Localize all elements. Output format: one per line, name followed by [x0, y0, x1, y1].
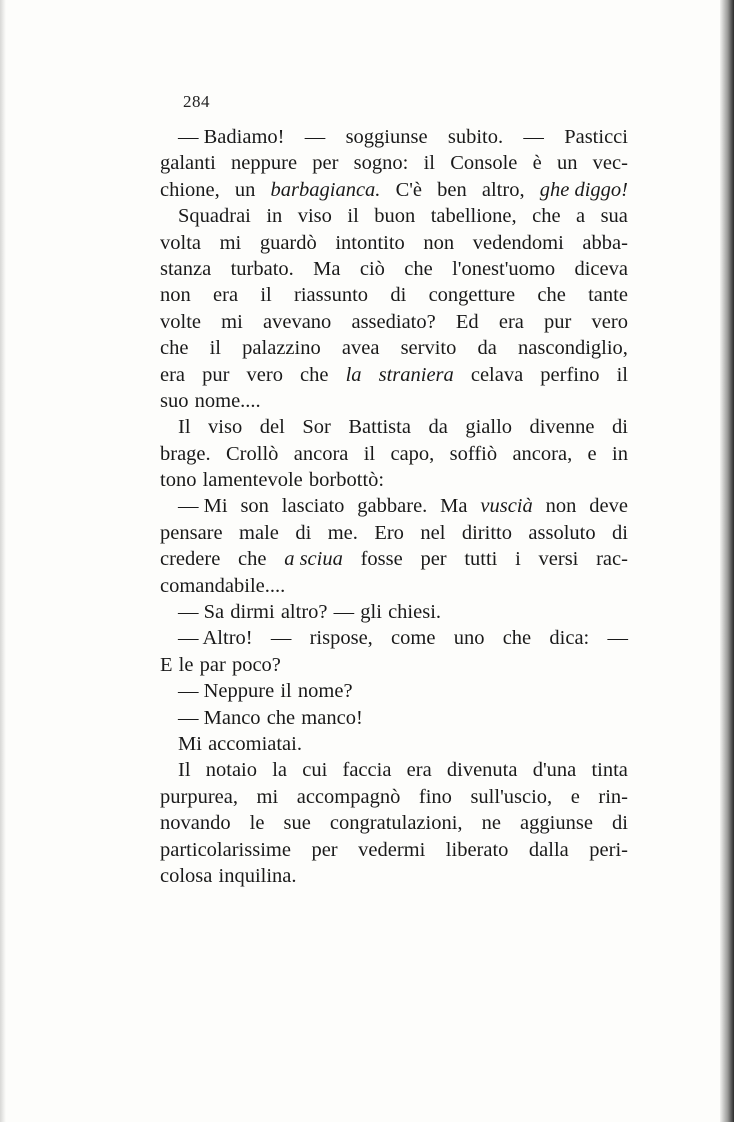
text-word: sue — [283, 812, 311, 835]
text-word: un — [234, 178, 256, 201]
text-word: avevano — [263, 310, 332, 333]
text-word: pur — [202, 363, 230, 386]
text-line — [160, 652, 628, 678]
text-word: come — [391, 627, 436, 650]
text-word: viso — [208, 416, 243, 439]
text-word: Mi — [178, 732, 202, 755]
text-word: sogno: — [353, 152, 409, 175]
text-word: giallo — [465, 416, 513, 439]
text-word: mi — [221, 310, 243, 333]
text-word: il — [280, 680, 292, 703]
text-word: barbagianca. — [270, 178, 381, 201]
text-word: borbottò: — [308, 469, 385, 492]
text-word: nel — [420, 521, 446, 544]
text-line — [160, 625, 628, 651]
text-word: pur — [544, 310, 572, 333]
text-word: diritto — [461, 521, 512, 544]
text-word: il — [260, 284, 272, 307]
text-word: il — [616, 363, 628, 386]
text-word: credere — [160, 548, 221, 571]
text-word: divenuta — [446, 759, 518, 782]
text-line — [160, 810, 628, 836]
text-word: perfino — [540, 363, 600, 386]
text-word: uno — [453, 627, 485, 650]
text-word: accompagnò — [296, 785, 401, 808]
text-word: C'è — [395, 178, 423, 201]
text-word: tinta — [591, 759, 628, 782]
text-word: nome.... — [194, 389, 261, 412]
text-word: gabbare. — [357, 495, 428, 518]
text-word: par — [199, 653, 226, 676]
text-word: d'una — [532, 759, 577, 782]
text-line — [160, 150, 628, 176]
text-word: non — [160, 284, 191, 307]
text-word: Ed — [455, 310, 479, 333]
text-word: di — [611, 416, 628, 439]
text-word: chiesi. — [388, 601, 442, 624]
text-word: lamentevole — [202, 469, 303, 492]
text-word: vedendomi — [472, 231, 564, 254]
text-word: — Sa — [178, 601, 225, 624]
text-word: rin- — [598, 785, 628, 808]
text-word: dirmi — [230, 601, 275, 624]
text-word: per — [311, 838, 338, 861]
text-line — [160, 282, 628, 308]
text-line — [160, 467, 628, 493]
text-word: che — [266, 706, 296, 729]
text-word: la — [272, 759, 288, 782]
text-word: fosse — [360, 548, 403, 571]
text-word: accomiatai. — [208, 732, 302, 755]
text-word: Battista — [348, 416, 411, 439]
text-word: — — [607, 627, 628, 650]
text-word: volte — [160, 310, 201, 333]
text-word: male — [239, 521, 279, 544]
text-word: divenne — [529, 416, 595, 439]
text-word: di — [611, 812, 628, 835]
text-line — [160, 731, 628, 757]
text-word: che — [238, 548, 267, 571]
text-word: Il — [178, 759, 191, 782]
text-word: che — [404, 257, 433, 280]
text-word: ben — [437, 178, 467, 201]
text-word: del — [259, 416, 285, 439]
text-word: sull'uscio, — [470, 785, 553, 808]
text-line — [160, 230, 628, 256]
text-word: l'onest'uomo — [452, 257, 556, 280]
text-word: assediato? — [351, 310, 436, 333]
text-word: dalla — [528, 838, 569, 861]
text-word: soggiunse — [345, 126, 428, 148]
text-word: — — [333, 601, 355, 624]
text-word: me. — [327, 521, 358, 544]
text-word: novando — [160, 812, 231, 835]
text-word: il — [363, 442, 376, 465]
text-word: tutti — [464, 548, 498, 571]
text-word: turbato. — [230, 257, 294, 280]
text-word: mi — [219, 231, 242, 254]
text-word: viso — [297, 205, 332, 228]
text-word: ne — [481, 812, 501, 835]
text-word: ghe diggo! — [539, 178, 628, 201]
text-word: gli — [360, 601, 382, 624]
text-line — [160, 784, 628, 810]
text-word: — — [270, 627, 292, 650]
text-word: peri- — [589, 838, 628, 861]
text-word: tono — [160, 469, 197, 492]
text-word: che — [300, 363, 329, 386]
text-word: un — [556, 152, 578, 175]
text-line — [160, 863, 628, 889]
text-word: palazzino — [242, 337, 321, 360]
text-word: per — [312, 152, 339, 175]
text-word: il — [423, 152, 435, 175]
text-word: — — [523, 126, 544, 148]
text-word: era — [160, 363, 186, 386]
text-word: congratulazioni, — [329, 812, 463, 835]
text-word: in — [266, 205, 283, 228]
text-line — [160, 546, 628, 572]
text-word: — — [304, 126, 326, 148]
text-word: deve — [589, 495, 628, 518]
text-word: era — [213, 284, 239, 307]
text-word: versi — [538, 548, 579, 571]
text-line — [160, 837, 628, 863]
text-word: fino — [418, 785, 452, 808]
text-word: manco! — [301, 706, 363, 729]
text-word: è — [532, 152, 542, 175]
text-line — [160, 441, 628, 467]
text-word: e — [587, 442, 597, 465]
text-word: capo, — [390, 442, 435, 465]
text-line — [160, 599, 628, 625]
text-word: di — [390, 284, 407, 307]
text-word: per — [420, 548, 447, 571]
text-word: vero — [246, 363, 283, 386]
text-word: rac- — [596, 548, 628, 571]
text-word: inquilina. — [218, 864, 297, 887]
text-word: cui — [302, 759, 328, 782]
text-word: — Manco — [178, 706, 261, 729]
body-text — [160, 124, 628, 889]
text-line — [160, 203, 628, 229]
text-word: ancora — [293, 442, 349, 465]
text-word: le — [178, 653, 194, 676]
text-line — [160, 573, 628, 599]
text-word: suo — [160, 389, 189, 412]
text-word: rispose, — [309, 627, 373, 650]
text-line — [160, 388, 628, 414]
text-word: era — [406, 759, 432, 782]
text-word: guardò — [259, 231, 317, 254]
text-word: da — [428, 416, 448, 439]
text-word: straniera — [378, 363, 454, 386]
text-word: dica: — [549, 627, 590, 650]
text-word: Console — [450, 152, 518, 175]
text-word: non — [423, 231, 455, 254]
text-line — [160, 256, 628, 282]
text-word: mi — [256, 785, 279, 808]
text-word: abba- — [582, 231, 628, 254]
text-word: che — [532, 205, 561, 228]
page-binding-edge — [720, 0, 734, 1122]
text-word: tante — [588, 284, 628, 307]
text-word: congetture — [428, 284, 516, 307]
text-word: vero — [591, 310, 628, 333]
text-word: vedermi — [358, 838, 426, 861]
text-word: il — [209, 337, 222, 360]
text-word: i — [515, 548, 521, 571]
text-word: chione, — [160, 178, 220, 201]
text-word: — Mi — [178, 495, 228, 518]
text-word: le — [249, 812, 265, 835]
text-word: vec- — [592, 152, 628, 175]
text-word: la — [345, 363, 362, 386]
text-word: riassunto — [294, 284, 369, 307]
text-line — [160, 362, 628, 388]
text-word: notaio — [205, 759, 257, 782]
text-word: Ero — [374, 521, 404, 544]
text-word: celava — [470, 363, 524, 386]
text-word: colosa — [160, 864, 213, 887]
text-word: — Neppure — [178, 680, 275, 703]
text-line — [160, 678, 628, 704]
text-word: tabellione, — [430, 205, 517, 228]
text-line — [160, 414, 628, 440]
text-word: non — [545, 495, 577, 518]
text-word: e — [570, 785, 580, 808]
text-word: ciò — [359, 257, 385, 280]
text-word: di — [295, 521, 312, 544]
text-word: a sciua — [284, 548, 343, 571]
text-word: neppure — [231, 152, 298, 175]
text-word: vuscià — [480, 495, 533, 518]
text-word: particolarissime — [160, 838, 291, 861]
text-line — [160, 757, 628, 783]
text-word: — Badiamo! — [178, 126, 285, 148]
text-word: aggiunse — [520, 812, 593, 835]
text-word: che — [537, 284, 566, 307]
page-number: 284 — [183, 92, 210, 111]
text-line — [160, 177, 628, 203]
text-word: Pasticci — [564, 126, 628, 148]
text-word: volta — [160, 231, 201, 254]
text-word: Ma — [440, 495, 468, 518]
text-word: Ma — [313, 257, 341, 280]
text-word: liberato — [445, 838, 509, 861]
text-word: in — [612, 442, 628, 465]
text-line — [160, 520, 628, 546]
text-word: Squadrai — [178, 205, 251, 228]
text-word: che — [160, 337, 189, 360]
text-word: faccia — [342, 759, 392, 782]
text-word: galanti — [160, 152, 216, 175]
text-word: servito — [400, 337, 457, 360]
text-word: che — [502, 627, 532, 650]
text-line — [160, 124, 628, 150]
text-word: soffiò — [449, 442, 498, 465]
text-word: avea — [341, 337, 380, 360]
text-word: poco? — [231, 653, 281, 676]
text-word: Sor — [302, 416, 331, 439]
text-word: a — [576, 205, 586, 228]
text-word: sua — [600, 205, 628, 228]
text-word: lasciato — [281, 495, 345, 518]
text-word: ancora, — [512, 442, 573, 465]
text-line — [160, 309, 628, 335]
text-word: comandabile.... — [160, 574, 286, 597]
text-word: son — [240, 495, 269, 518]
text-line — [160, 493, 628, 519]
text-word: stanza — [160, 257, 212, 280]
text-word: — Altro! — [178, 627, 253, 650]
text-word: brage. — [160, 442, 211, 465]
text-line — [160, 705, 628, 731]
text-word: il — [347, 205, 359, 228]
text-word: di — [612, 521, 628, 544]
text-word: intontito — [335, 231, 405, 254]
page-left-edge — [0, 0, 6, 1122]
text-word: Crollò — [226, 442, 279, 465]
text-word: subito. — [447, 126, 504, 148]
text-word: da — [477, 337, 497, 360]
text-word: E — [160, 653, 173, 676]
text-word: nascondiglio, — [518, 337, 628, 360]
text-word: era — [498, 310, 524, 333]
text-word: Il — [178, 416, 191, 439]
text-word: buon — [374, 205, 416, 228]
text-word: pensare — [160, 521, 223, 544]
text-word: nome? — [297, 680, 353, 703]
text-word: purpurea, — [160, 785, 238, 808]
text-word: altro, — [481, 178, 525, 201]
text-word: diceva — [574, 257, 628, 280]
text-line — [160, 335, 628, 361]
text-word: assoluto — [528, 521, 596, 544]
text-word: altro? — [280, 601, 328, 624]
